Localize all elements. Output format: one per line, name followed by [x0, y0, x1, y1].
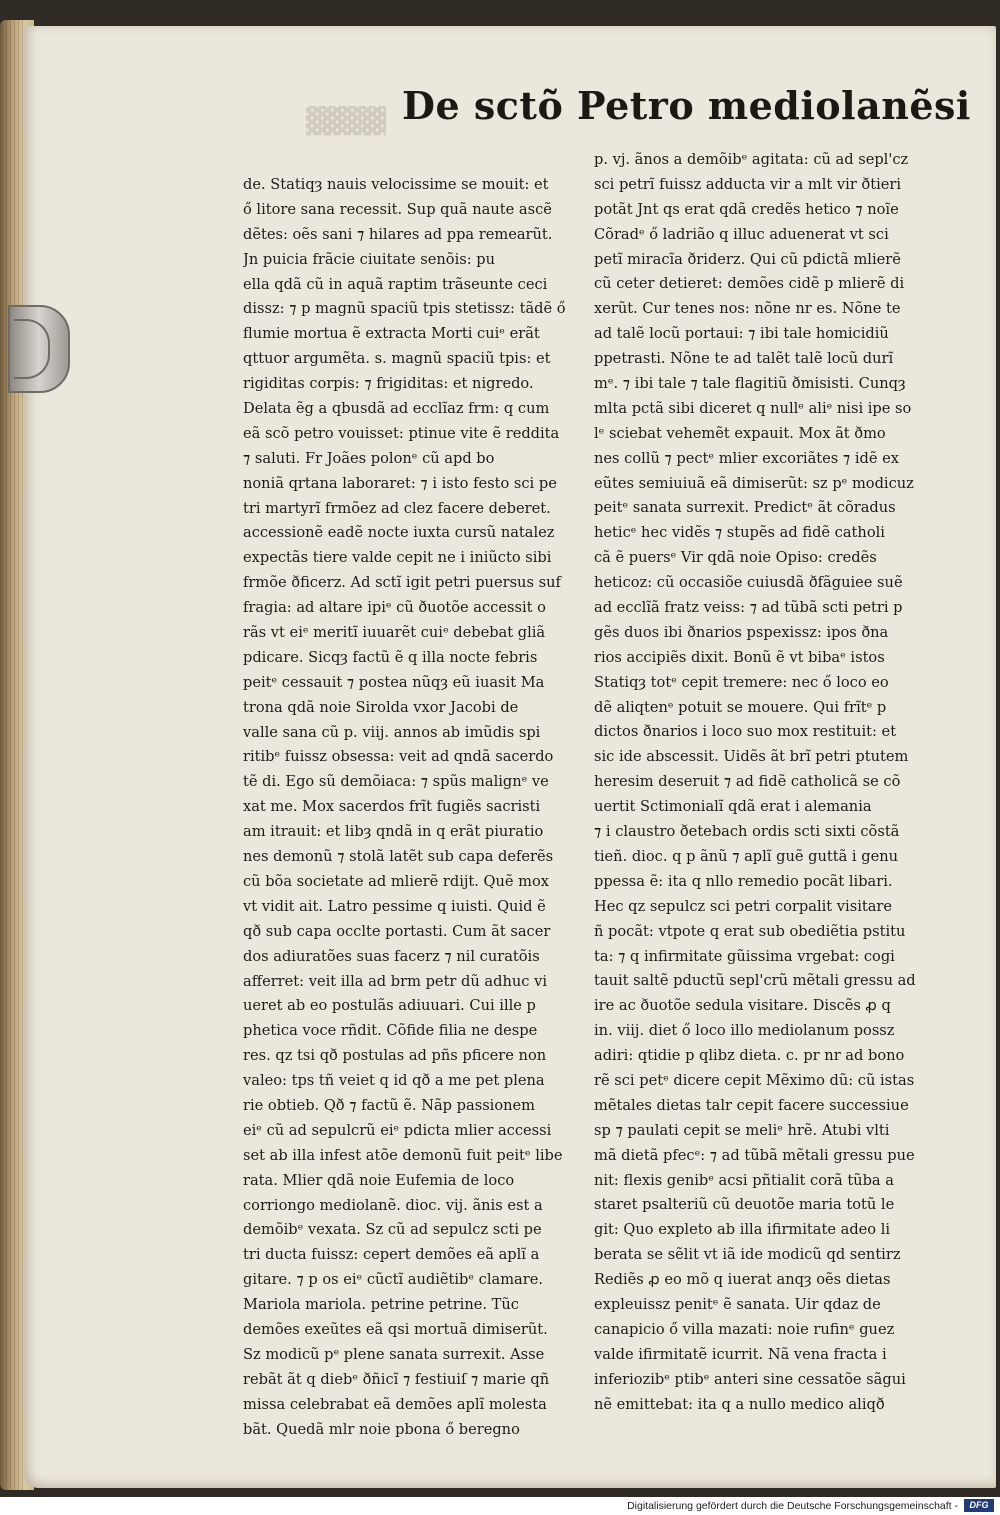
- text-line: rẽ sci petᵉ dicere cepit Mẽximo dũ: cũ istas: [594, 1071, 915, 1089]
- text-line: ritibᵉ fuissz obsessa: veit ad qndã sacerdo: [243, 748, 554, 766]
- text-line: corriongo mediolanẽ. dioc. vij. ãnis est a: [243, 1196, 543, 1214]
- text-line: tri martyrĩ frmõez ad clez facere deberet.: [243, 499, 551, 517]
- paper-clip: [8, 305, 70, 393]
- text-line: accessionẽ eadẽ nocte iuxta cursũ natalez: [243, 524, 555, 542]
- text-line: eã scõ petro vouisset: ptinue vite ẽ reddita: [243, 424, 560, 442]
- text-line: adiri: qtidie p qlibz dieta. c. pr nr ad bono: [594, 1047, 905, 1065]
- text-line: Statiqȝ totᵉ cepit tremere: nec ő loco eo: [594, 673, 889, 691]
- text-line: gitare. ⁊ p os eiᵉ cũctĩ audiẽtibᵉ clamare.: [243, 1271, 544, 1289]
- text-line: heticᵉ hec vidẽs ⁊ stupẽs ad fidẽ catholi: [594, 524, 885, 542]
- footer-credit: Digitalisierung gefördert durch die Deutsche Forschungsgemeinschaft -: [627, 1500, 958, 1512]
- text-line: mlta pctã sibi diceret q nullᵉ aliᵉ nisi ipe so: [594, 399, 912, 417]
- right-text-column: [594, 148, 934, 1417]
- text-line: rata. Mlier qdã noie Eufemia de loco: [243, 1171, 515, 1189]
- text-line: trona qdã noie Sirolda vxor Jacobi de: [243, 698, 519, 716]
- page-heading: De sctõ Petro mediolanẽsi: [402, 83, 971, 128]
- text-line: cũ ceter detieret: demões cidẽ p mlierẽ di: [594, 275, 905, 293]
- text-line: res. qz tsi qð postulas ad pñs pficere non: [243, 1047, 547, 1065]
- text-line: ppessa ẽ: ita q nllo remedio pocãt libari.: [594, 872, 893, 890]
- text-line: potãt Jnt qs erat qdã credẽs hetico ⁊ noĩe: [594, 200, 899, 218]
- text-line: ad ecclĩã fratz veiss: ⁊ ad tũbã scti petri p: [594, 599, 903, 617]
- text-line: Sz modicũ pᵉ plene sanata surrexit. Asse: [243, 1345, 545, 1363]
- text-line: staret psalteriũ cũ deuotõe maria totũ le: [594, 1196, 895, 1214]
- text-line: tieñ. dioc. q p ãnũ ⁊ aplĩ guẽ guttã i genu: [594, 847, 899, 865]
- text-line: ire ac ðuotõe sedula visitare. Discẽs ꝓ q: [594, 997, 891, 1015]
- text-line: Rediẽs ꝓ eo mõ q iuerat anqȝ oẽs dietas: [594, 1271, 891, 1289]
- text-line: valde ifirmitatẽ icurrit. Nã vena fracta i: [594, 1345, 887, 1363]
- text-line: nẽ emittebat: ita q a nullo medico aliqð: [594, 1395, 885, 1413]
- text-line: ⁊ i claustro ðetebach ordis scti sixti cõstã: [594, 823, 900, 841]
- text-line: de. Statiqȝ nauis velocissime se mouit: et: [243, 176, 549, 193]
- left-text-column: [243, 173, 578, 1442]
- text-line: expectãs tiere valde cepit ne i iniũcto sibi: [243, 549, 552, 567]
- text-line: peitᵉ cessauit ⁊ postea nũqȝ eũ iuasit Ma: [243, 673, 545, 691]
- text-line: ad talẽ locũ portaui: ⁊ ibi tale homicidiũ: [594, 325, 889, 343]
- text-line: rigiditas corpis: ⁊ frigiditas: et nigredo.: [243, 375, 534, 393]
- text-line: noniã qrtana laboraret: ⁊ i isto festo sci pe: [243, 474, 557, 492]
- text-line: rãs vt eiᵉ meritĩ iuuarẽt cuiᵉ debebat gliã: [243, 624, 546, 642]
- text-line: canapicio ő villa mazati: noie rufinᵉ guez: [594, 1320, 895, 1338]
- text-line: heticoz: cũ occasiõe cuiusdã ðfãguiee suẽ: [594, 574, 903, 592]
- text-line: bãt. Quedã mlr noie pbona ő beregno: [243, 1420, 520, 1438]
- text-line: nes demonũ ⁊ stolã latẽt sub capa deferẽs: [243, 848, 554, 866]
- text-line: git: Quo expleto ab illa ifirmitate adeo li: [594, 1221, 891, 1239]
- text-line: ő litore sana recessit. Sup quã naute ascẽ: [243, 200, 552, 218]
- text-line: afferret: veit illa ad brm petr dũ adhuc vi: [243, 972, 547, 990]
- text-line: qttuor argumẽta. s. magnũ spaciũ tpis: et: [243, 350, 551, 368]
- text-line: heresim deseruit ⁊ ad fidẽ catholicã se cõ: [594, 773, 901, 791]
- text-line: cã ẽ puersᵉ Vir qdã noie Opiso: credẽs: [594, 549, 877, 567]
- text-line: ñ pocãt: vtpote q erat sub obediẽtia pstitu: [594, 922, 906, 940]
- text-line: mã dietã pfecᵉ: ⁊ ad tũbã mẽtali gressu pue: [594, 1146, 915, 1164]
- text-line: demões exeũtes eã qsi mortuã dimiserũt.: [243, 1320, 548, 1338]
- text-line: petĩ miracĩa ðriderz. Qui cũ pdictã mlierẽ: [594, 250, 901, 268]
- text-line: ⁊ saluti. Fr Joães polonᵉ cũ apd bo: [243, 449, 495, 467]
- text-line: tauit saltẽ pductũ sepl'crũ mẽtali gressu ad: [594, 972, 916, 990]
- text-line: am itrauit: et libȝ qndã in q erãt piuratio: [243, 823, 544, 841]
- text-line: dissz: ⁊ p magnũ spaciũ tpis stetissz: tãdẽ ő: [243, 300, 566, 318]
- text-line: dẽtes: oẽs sani ⁊ hilares ad ppa remearũt.: [243, 225, 553, 243]
- text-line: eũtes semiuiuã eã dimiserũt: sz pᵉ modicuz: [594, 474, 914, 492]
- text-line: Mariola mariola. petrine petrine. Tũc: [243, 1296, 519, 1314]
- text-line: rebãt ãt q diebᵉ ðñicĩ ⁊ festiuiſ ⁊ marie qñ: [243, 1370, 550, 1388]
- text-line: eiᵉ cũ ad sepulcrũ eiᵉ pdicta mlier accessi: [243, 1121, 552, 1139]
- text-line: sp ⁊ paulati cepit se meliᵉ hrẽ. Atubi vlti: [594, 1121, 890, 1139]
- text-line: dẽ aliqtenᵉ potuit se mouere. Qui frĩtᵉ p: [594, 698, 887, 716]
- text-line: Cõradᵉ ő ladrião q illuc aduenerat vt sci: [594, 225, 889, 243]
- text-line: valeo: tps tñ veiet q id qð a me pet plena: [243, 1072, 545, 1090]
- text-line: lᵉ sciebat vehemẽt expauit. Mox ãt ðmo: [594, 424, 886, 442]
- text-line: sci petrĩ fuissz adducta vir a mlt vir ðtieri: [594, 175, 902, 193]
- text-line: rie obtieb. Qð ⁊ factũ ẽ. Nãp passionem: [243, 1096, 536, 1114]
- text-line: gẽs duos ibi ðnarios pspexissz: ipos ðna: [594, 623, 889, 641]
- text-line: peitᵉ sanata surrexit. Predictᵉ ãt cõradus: [594, 499, 896, 517]
- text-line: set ab illa infest atõe demonũ fuit peitᵉ libe: [243, 1146, 563, 1164]
- text-line: valle sana cũ p. viij. annos ab imũdis spi: [243, 723, 541, 741]
- text-line: Jn puicia frãcie ciuitate senõis: pu: [243, 250, 496, 268]
- text-line: phetica voce rñdit. Cõfide filia ne despe: [243, 1022, 538, 1040]
- dfg-logo: DFG: [964, 1499, 994, 1512]
- text-line: nes collũ ⁊ pectᵉ mlier excoriãtes ⁊ idẽ ex: [594, 449, 899, 467]
- text-line: Hec qz sepulcz sci petri corpalit visitare: [594, 897, 893, 915]
- text-line: xat me. Mox sacerdos frĩt fugiẽs sacristi: [243, 798, 541, 816]
- text-line: berata se sẽlit vt iã ide modicũ qd sentirz: [594, 1246, 901, 1264]
- text-line: sic ide abscessit. Uidẽs ãt brĩ petri ptutem: [594, 748, 909, 766]
- text-line: tẽ di. Ego sũ demõiaca: ⁊ spũs malignᵉ ve: [243, 773, 549, 791]
- text-line: mᵉ. ⁊ ibi tale ⁊ tale flagitiũ ðmisisti. Cunqȝ: [594, 375, 906, 393]
- text-line: ueret ab eo postulãs adiuuari. Cui ille p: [243, 997, 536, 1015]
- text-line: qð sub capa occlte portasti. Cum ãt sacer: [243, 922, 551, 940]
- text-line: tri ducta fuissz: cepert demões eã aplĩ a: [243, 1246, 540, 1264]
- text-line: in. viij. diet ő loco illo mediolanum possz: [594, 1022, 895, 1040]
- text-line: ella qdã cũ in aquã raptim trãseunte ceci: [243, 275, 548, 293]
- text-line: demõibᵉ vexata. Sz cũ ad sepulcz scti pe: [243, 1221, 542, 1239]
- text-line: missa celebrabat eã demões aplĩ molesta: [243, 1395, 547, 1413]
- text-line: pdicare. Sicqȝ factũ ẽ q illa nocte febris: [243, 648, 538, 666]
- text-line: expleuissz penitᵉ ẽ sanata. Uir qdaz de: [594, 1295, 881, 1313]
- text-line: rios accipiẽs dixit. Bonũ ẽ vt bibaᵉ istos: [594, 648, 885, 666]
- text-line: nit: flexis genibᵉ acsi pñtialit corã tũba a: [594, 1171, 894, 1189]
- text-line: fragia: ad altare ipiᵉ cũ ðuotõe accessit o: [243, 599, 546, 617]
- text-line: Delata ẽg a qbusdã ad ecclĩaz frm: q cum: [243, 400, 550, 418]
- text-line: uertit Sctimonialĩ qdã erat i alemania: [594, 798, 872, 816]
- text-line: ta: ⁊ q infirmitate gũissima vrgebat: cogi: [594, 947, 895, 965]
- text-line: flumie mortua ẽ extracta Morti cuiᵉ erãt: [243, 325, 540, 343]
- text-line: xerũt. Cur tenes nos: nõne nr es. Nõne te: [594, 300, 901, 318]
- text-line: ppetrasti. Nõne te ad talẽt talẽ locũ durĩ: [594, 350, 894, 368]
- text-line: mẽtales dietas talr cepit facere successiue: [594, 1096, 909, 1114]
- text-line: frmõe ðficerz. Ad sctĩ igit petri puersus suf: [243, 574, 561, 592]
- text-line: dictos ðnarios i loco suo mox restituit: et: [594, 723, 897, 741]
- text-line: dos adiuratões suas facerz ⁊ nil curatõis: [243, 947, 540, 965]
- text-line: vt vidit ait. Latro pessime q iuisti. Quid ẽ: [243, 897, 546, 915]
- text-line: p. vj. ãnos a demõibᵉ agitata: cũ ad sepl'cz: [594, 151, 909, 168]
- bleed-through-text: ▓▓▓▓: [306, 106, 386, 136]
- text-line: cũ bõa societate ad mlierẽ rdijt. Quẽ mox: [243, 872, 550, 890]
- text-line: inferiozibᵉ ptibᵉ anteri sine cessatõe sãgui: [594, 1370, 906, 1388]
